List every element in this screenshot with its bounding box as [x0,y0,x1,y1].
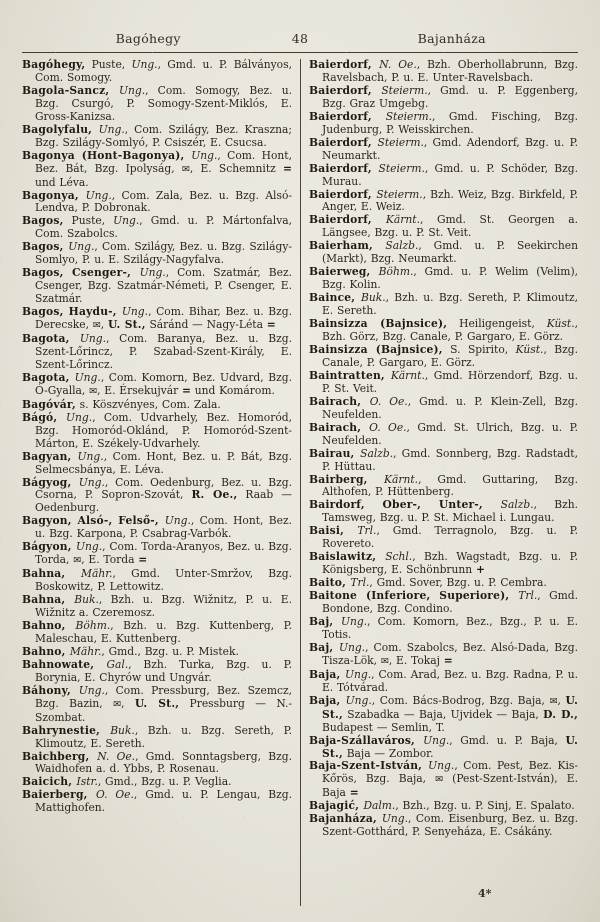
entry-headword: Báhony, [22,683,79,697]
region-abbreviation: Kärnt. [384,472,419,486]
gazetteer-entry [22,685,292,725]
gazetteer-entry [309,590,578,616]
entry-headword: Bágyog, [22,475,79,489]
entry-text: , Bzg. Canale, P. Gargaro, E. Görz. [322,342,578,369]
entry-headword: Baierdorf, [309,109,386,123]
entry-headword: Bairach, [309,420,370,434]
entry-text: , Gmd. u. P. Eggenberg, Bzg. Graz Umgebg. [322,83,578,110]
entry-headword: Bahnowate, [22,657,107,671]
gazetteer-entry [309,499,578,525]
region-abbreviation: Ung. [423,733,450,747]
region-abbreviation: Ung. [428,759,455,773]
gazetteer-entry [309,292,578,318]
gazetteer-entry [22,594,292,620]
entry-text: , Gmd. St. Ulrich, Bzg. u. P. Neufelden. [322,420,578,447]
gazetteer-entry [309,760,578,800]
gazetteer-entry [22,620,292,646]
entry-text: , Com. Komorn, Bez., Bzg., P. u. E. Totis. [322,614,578,641]
gazetteer-entry [309,344,578,370]
gazetteer-entry [309,813,578,839]
region-abbreviation: Ung. [345,693,372,707]
entry-text: , Gmd. u. P. Schöder, Bzg. Murau. [322,161,578,188]
entry-headword: Bairberg, [309,472,385,486]
region-abbreviation: Ung. [338,640,366,654]
gazetteer-entry [22,725,292,751]
gazetteer-entry [22,659,292,685]
entry-headword: U. St., [322,733,578,760]
entry-text: , Bzh. Görz, Bzg. Canale, P. Gargaro, E. Görz. [322,317,578,344]
region-abbreviation: Mähr. [81,567,113,581]
gazetteer-entry [309,214,578,240]
region-abbreviation: Gal. [106,657,129,671]
entry-headword: Baierdorf, [309,213,386,227]
entry-text: , Gmd. Hörzendorf, Bzg. u. P. St. Veit. [322,368,578,395]
gazetteer-entry [22,515,292,541]
entry-headword: Bahna, [22,567,82,581]
gazetteer-entry [309,551,578,577]
region-abbreviation: Mähr. [69,644,102,658]
entry-text: , Com. Udvarhely, Bez. Homoród, Bzg. Homoród-Oklánd, P. Homoród-Szent-Márton, E. Székely-Udvarhely. [35,410,292,450]
entry-text: , Com. Zala, Bez. u. Bzg. Alsó-Lendva, P. Dobronak. [35,188,293,215]
entry-text: , [557,693,566,707]
page-header [24,31,576,46]
gazetteer-entry [22,59,292,85]
entry-text: , [121,696,135,710]
region-abbreviation: Trl. [350,576,370,590]
entry-text: , Gmd. Unter-Smržov, Bzg. Boskowitz, P. Lettowitz. [35,567,293,594]
gazetteer-entry [22,789,292,815]
region-abbreviation: Ung. [164,514,191,528]
entry-headword: Baisi, [309,524,358,538]
region-abbreviation: Salzb. [385,239,419,253]
entry-text: , Gmd. u. P. Mártonfalva, Com. Szabolcs. [35,214,292,241]
gazetteer-entry [309,669,578,695]
entry-text: , E. Schemnitz [189,161,284,175]
railway-station-symbol: = [443,653,453,667]
entry-text: , Gmd. Sonntagsberg, Bzg. Waidhofen a. d. Ybbs, P. Rosenau. [35,749,292,776]
entry-headword: Baierberg, [22,788,96,802]
entry-text: , E. Torda [81,553,139,567]
region-abbreviation: Steierm. [377,135,424,149]
gazetteer-entry [309,240,578,266]
entry-headword: Bahna, [22,593,75,607]
entry-text: Heiligengeist, [447,317,547,331]
gazetteer-entry [22,451,292,477]
entry-headword: Baintratten, [309,368,391,382]
gazetteer-entry [309,370,578,396]
entry-text: , Bzh. Tamsweg, Bzg. u. P. St. Michael i. Lungau. [322,498,579,525]
entry-headword: Bagolyfalu, [22,122,99,136]
region-abbreviation: O. Oe. [369,420,407,434]
post-office-symbol: ✉ [73,555,82,567]
entry-headword: Baj, [309,640,339,654]
entry-text: Budapest — Semlin, T. [322,720,445,734]
entry-text: , Com. Hont, Bez. u. P. Bát, Bzg. Selmecsbánya, E. Léva. [35,449,293,476]
region-abbreviation: Ung. [79,332,106,346]
entry-text: Puste, [63,214,114,228]
entry-headword: Baierham, [309,239,386,253]
entry-headword: Bagonya (Hont-Bagonya), [22,148,192,162]
entry-headword: Baislawitz, [309,550,386,564]
entry-text: , Gmd. Sonnberg, Bzg. Radstadt, P. Hüttau. [322,446,578,473]
gazetteer-entry [309,448,578,474]
gazetteer-entry [309,318,578,344]
entry-text: , Com. Pressburg, Bez. Szemcz, Bzg. Bazin, [35,683,292,710]
region-abbreviation: Steierm. [378,161,425,175]
railway-station-symbol: = [266,318,276,332]
region-abbreviation: Salzb. [360,446,394,460]
gazetteer-entry [309,616,578,642]
entry-headword: Bahno, [22,618,76,632]
entry-headword: Bagóvár, [22,397,76,411]
region-abbreviation: O. Oe. [95,788,134,802]
entry-text: , Com. Baranya, Bez. u. Bzg. Szent-Lőrincz, P. Szabad-Szent-Király, E. Szent-Lőrincz. [35,332,292,371]
entry-headword: Bágó, [22,410,67,424]
region-abbreviation: O. Oe. [369,394,408,408]
entry-text: , Bzh. u. Bzg. Kuttenberg, P. Maleschau, E. Kuttenberg. [35,618,292,645]
entry-text: , Gmd. Terragnolo, Bzg. u. P. Rovereto. [322,524,579,551]
gazetteer-entry [309,525,578,551]
entry-headword: U. St., [322,693,579,721]
region-abbreviation: Buk. [74,593,99,607]
region-abbreviation: Steierm. [381,83,428,97]
entry-text: , Bzh. Weiz, Bzg. Birkfeld, P. Anger, E. Weiz. [322,187,578,214]
entry-headword: Baj, [309,614,341,628]
entry-headword: Baito, [309,576,351,590]
entry-headword: Baja-Szent-István, [309,759,429,773]
post-office-symbol: ✉ [181,163,190,175]
gazetteer-entry [309,189,578,215]
entry-text: , Gmd. Guttaring, Bzg. Althofen, P. Hüttenberg. [322,472,578,499]
entry-headword: D. D., [543,707,579,721]
gazetteer-entry [309,137,578,163]
entry-text: , Com. Oedenburg, Bez. u. Bzg. Csorna, P. Sopron-Szovát, [35,475,293,502]
header-keyword-left: Bagóhegy [115,31,181,46]
region-abbreviation: Istr. [76,775,98,789]
entry-headword: Bagos, Csenger-, [22,266,140,280]
entry-text: , Com. Pest, Bez. Kis-Kőrös, Bzg. Baja, [322,759,578,786]
entry-headword: Baitone (Inferiore, Superiore), [309,589,519,603]
region-abbreviation: Ung. [77,449,104,463]
entry-headword: Bagonya, [22,188,86,202]
region-abbreviation: Böhm. [75,618,111,632]
region-abbreviation: Ung. [78,475,105,489]
entry-text: , Com. Szabolcs, Bez. Alsó-Dada, Bzg. Tisza-Lök, [322,640,578,667]
entry-headword: U. St., [134,696,180,710]
entry-text: , Com. Komorn, Bez. Udvard, Bzg. Ó-Gyalla, [35,370,292,397]
region-abbreviation: Kärnt. [390,368,425,382]
gazetteer-entry [22,477,292,516]
region-abbreviation: Küst. [515,342,544,356]
gazetteer-entry [309,111,578,137]
entry-text: , Bzh. u. Bzg. Sereth, P. Klimoutz, E. Sereth. [35,723,292,750]
railway-station-symbol: = [182,383,191,397]
region-abbreviation: Trl. [518,589,538,603]
entry-headword: Bágyon, [22,540,76,554]
header-keyword-right: Bajanháza [417,31,486,46]
region-abbreviation: Küst. [546,317,575,331]
entry-headword: Bagota, [22,370,75,384]
entry-text: , Com. Szatmár, Bez. Csenger, Bzg. Szatmár-Németi, P. Csenger, E. Szatmár. [35,266,292,306]
entry-text: Szabadka — Baja, Ujvidek — Baja, [342,707,544,721]
entry-headword: Bairach, [309,394,370,408]
gazetteer-entry [22,215,292,241]
entry-text: , Com. Torda-Aranyos, Bez. u. Bzg. Torda, [35,540,293,567]
entry-headword: Bagola-Sancz, [22,83,119,97]
post-office-symbol: ✉ [549,695,558,707]
gazetteer-entry [22,267,292,306]
entry-text: , Com. Szilágy, Bez. Kraszna; Bzg. Szilágy-Somlyó, P. Csiszér, E. Csucsa. [35,122,292,149]
post-office-symbol: ✉ [92,320,101,332]
region-abbreviation: Ung. [66,410,93,424]
entry-text: , Gmd. Bondone, Bzg. Condino. [322,589,578,616]
region-abbreviation: N. Oe. [97,749,136,763]
header-rule [22,52,578,53]
entry-text: , Gmd., Bzg. u. P. Mistek. [101,644,239,658]
entry-headword: Baja-Szállaváros, [309,733,424,747]
region-abbreviation: Ung. [113,214,140,228]
post-office-symbol: ✉ [435,774,444,786]
entry-text: , Com. Hont, Bez. u. Bzg. Karpona, P. Csabrag-Varbók. [35,514,292,541]
text-columns [22,59,578,906]
gazetteer-entry [309,735,578,761]
gazetteer-entry [22,306,292,333]
entry-text: , [100,318,108,332]
entry-headword: Baja, [309,667,345,681]
region-abbreviation: Buk. [110,723,135,737]
entry-text: , Gmd. u. P. Seekirchen (Markt), Bzg. Neumarkt. [322,239,578,266]
entry-text: , Gmd. u. P. Bálványos, Com. Somogy. [35,58,292,84]
entry-text: , Com. Arad, Bez. u. Bzg. Radna, P. u. E. Tótvárad. [322,667,578,694]
entry-text: , E. Tokaj [388,653,444,667]
entry-headword: Bagos, Haydu-, [22,305,122,319]
column-right [300,59,578,906]
region-abbreviation: Ung. [98,122,125,136]
region-abbreviation: Ung. [85,188,112,202]
entry-text: , Bzh. Turka, Bzg. u. P. Borynia, E. Chyrów und Ungvár. [35,657,292,684]
gazetteer-entry [22,751,292,777]
entry-headword: Baierdorf, [309,187,377,201]
entry-headword: Bahrynestie, [22,723,111,737]
region-abbreviation: Salzb. [500,498,534,512]
entry-headword: Bajagić, [309,799,364,813]
entry-text: S. Spirito, [442,342,516,356]
railway-station-symbol: = [349,786,359,800]
entry-text: , Bzh., Bzg. u. P. Sinj, E. Spalato. [395,799,575,813]
entry-headword: Bagyon, Alsó-, Felső-, [22,514,165,528]
entry-headword: U. St., [107,318,146,332]
entry-headword: Bairdorf, Ober-, Unter-, [309,498,501,512]
region-abbreviation: Dalm. [363,799,396,813]
entry-text: , Gmd. St. Georgen a. Längsee, Bzg. u. P. St. Veit. [322,213,578,240]
gazetteer-entry [22,241,292,267]
entry-text: , Gmd. Adendorf, Bzg. u. P. Neumarkt. [322,135,578,162]
column-left [22,59,300,906]
region-abbreviation: Steierm. [385,109,433,123]
region-abbreviation: Kärnt. [385,213,420,227]
region-abbreviation: Ung. [139,266,166,280]
gazetteer-entry [22,568,292,594]
region-abbreviation: Böhm. [378,265,414,279]
entry-text: Baja — Zombor. [342,746,434,760]
entry-text: , Com. Bihar, Bez. u. Bzg. Derecske, [35,305,292,332]
region-abbreviation: Ung. [74,370,101,384]
entry-text: , Bzh. Wagstadt, Bzg. u. P. Königsberg, E. Schönbrunn [322,550,578,577]
post-office-symbol: ✉ [113,698,122,710]
entry-text: , Gmd. Fisching, Bzg. Judenburg, P. Weisskirchen. [322,109,578,136]
signature-mark: 4* [478,887,492,900]
region-abbreviation: Ung. [381,812,409,826]
region-abbreviation: Ung. [78,683,105,697]
entry-text: , Bzh. Oberhollabrunn, Bzg. Ravelsbach, P. u. E. Unter-Ravelsbach. [322,58,578,84]
gazetteer-entry [22,412,292,451]
region-abbreviation: Ung. [344,667,372,681]
cross-symbol: + [475,563,485,577]
entry-headword: Bagota, [22,332,80,346]
entry-headword: Bainsizza (Bajnsice), [309,342,443,356]
entry-headword: R. Oe., [191,488,238,502]
gazetteer-entry [22,124,292,150]
region-abbreviation: Ung. [68,240,95,254]
entry-text: , Com. Eisenburg, Bez. u. Bzg. Szent-Gotthárd, P. Senyeháza, E. Csákány. [322,812,578,839]
entry-headword: Bagos, [22,240,69,254]
entry-headword: Baierdorf, [309,161,379,175]
entry-text: , Bzh. u. Bzg. Wižnitz, P. u. E. Wižnitz a. Czeremosz. [35,593,292,620]
entry-headword: Baince, [309,291,361,305]
entry-text: , Gmd., Bzg. u. P. Veglia. [97,775,232,789]
entry-text: , Gmd. u. P. Welim (Velim), Bzg. Kolin. [322,265,579,292]
region-abbreviation: Ung. [340,614,368,628]
entry-headword: Baicich, [22,775,77,789]
entry-headword: Baierdorf, [309,135,378,149]
entry-text: , Com. Bács-Bodrog, Bzg. Baja, [371,693,550,707]
gazetteer-entry [22,372,292,399]
entry-headword: Baja, [309,693,346,707]
entry-text: Sáránd — Nagy-Léta [145,318,267,332]
entry-text: und Léva. [35,175,89,189]
gazetteer-entry [309,59,578,85]
entry-headword: Bagos, [22,214,64,228]
region-abbreviation: Steierm. [376,187,423,201]
entry-text: , Bzh. u. Bzg. Sereth, P. Klimoutz, E. Sereth. [322,291,578,318]
region-abbreviation: Schl. [385,550,413,564]
region-abbreviation: Ung. [121,305,149,319]
gazetteer-entry [22,150,292,190]
region-abbreviation: Ung. [191,148,218,162]
entry-text: (Pest-Szent-István), E. Baja [322,772,578,800]
entry-text: s. Köszvényes, Com. Zala. [75,397,221,411]
gazetteer-entry [309,396,578,422]
entry-text: , Com. Somogy, Bez. u. Bzg. Csurgó, P. Somogy-Szent-Miklós, E. Gross-Kanizsa. [35,83,292,123]
entry-text: , Gmd. Sover, Bzg. u. P. Cembra. [369,576,547,590]
railway-station-symbol: = [138,553,148,567]
gazetteer-entry [309,474,578,500]
entry-headword: Bagóhegy, [22,58,86,71]
post-office-symbol: ✉ [380,655,389,667]
gazetteer-entry [22,333,292,372]
post-office-symbol: ✉ [89,385,98,397]
entry-text: , Gmd. u. P. Klein-Zell, Bzg. Neufelden. [322,394,578,421]
entry-text: , E. Érsekujvár [97,383,182,397]
entry-text: und Komárom. [190,383,275,397]
entry-text: , Com. Szilágy, Bez. u. Bzg. Szilágy-Somlyo, P. u. E. Szilágy-Nagyfalva. [35,240,293,267]
gazetteer-entry [309,85,578,111]
entry-headword: Bajanháza, [309,812,382,826]
region-abbreviation: N. Oe. [379,58,417,71]
gazetteer-entry [22,541,292,568]
region-abbreviation: Ung. [118,83,146,97]
gazetteer-entry [309,266,578,292]
entry-text: Raab — Oedenburg. [35,488,292,515]
entry-headword: Baierdorf, [309,58,380,71]
region-abbreviation: Ung. [131,58,158,71]
entry-headword: Baierdorf, [309,83,382,97]
region-abbreviation: Trl. [357,524,377,538]
entry-headword: Bagyan, [22,449,78,463]
gazetteer-entry [309,422,578,448]
gazetteer-entry [309,642,578,669]
gazetteer-entry [22,190,292,216]
entry-text: , Gmd. u. P. Lengau, Bzg. Mattighofen. [35,788,292,815]
entry-headword: Baichberg, [22,749,98,763]
entry-headword: Bainsizza (Bajnsice), [309,317,448,331]
entry-text: Puste, [85,58,132,71]
gazetteer-entry [309,695,578,735]
gazetteer-entry [22,85,292,124]
page-number: 48 [291,31,309,46]
gazetteer-entry [309,163,578,189]
entry-headword: Baierweg, [309,265,379,279]
railway-station-symbol: = [283,161,292,175]
entry-headword: Bahno, [22,644,70,658]
entry-headword: Bairau, [309,446,361,460]
region-abbreviation: Buk. [361,291,386,305]
entry-text: , Com. Hont, Bez. Bát, Bzg. Ipolyság, [35,148,292,175]
region-abbreviation: Ung. [76,540,103,554]
entry-text: Pressburg — N.-Szombat. [35,696,292,724]
entry-text: , Gmd. u. P. Baja, [449,733,566,747]
